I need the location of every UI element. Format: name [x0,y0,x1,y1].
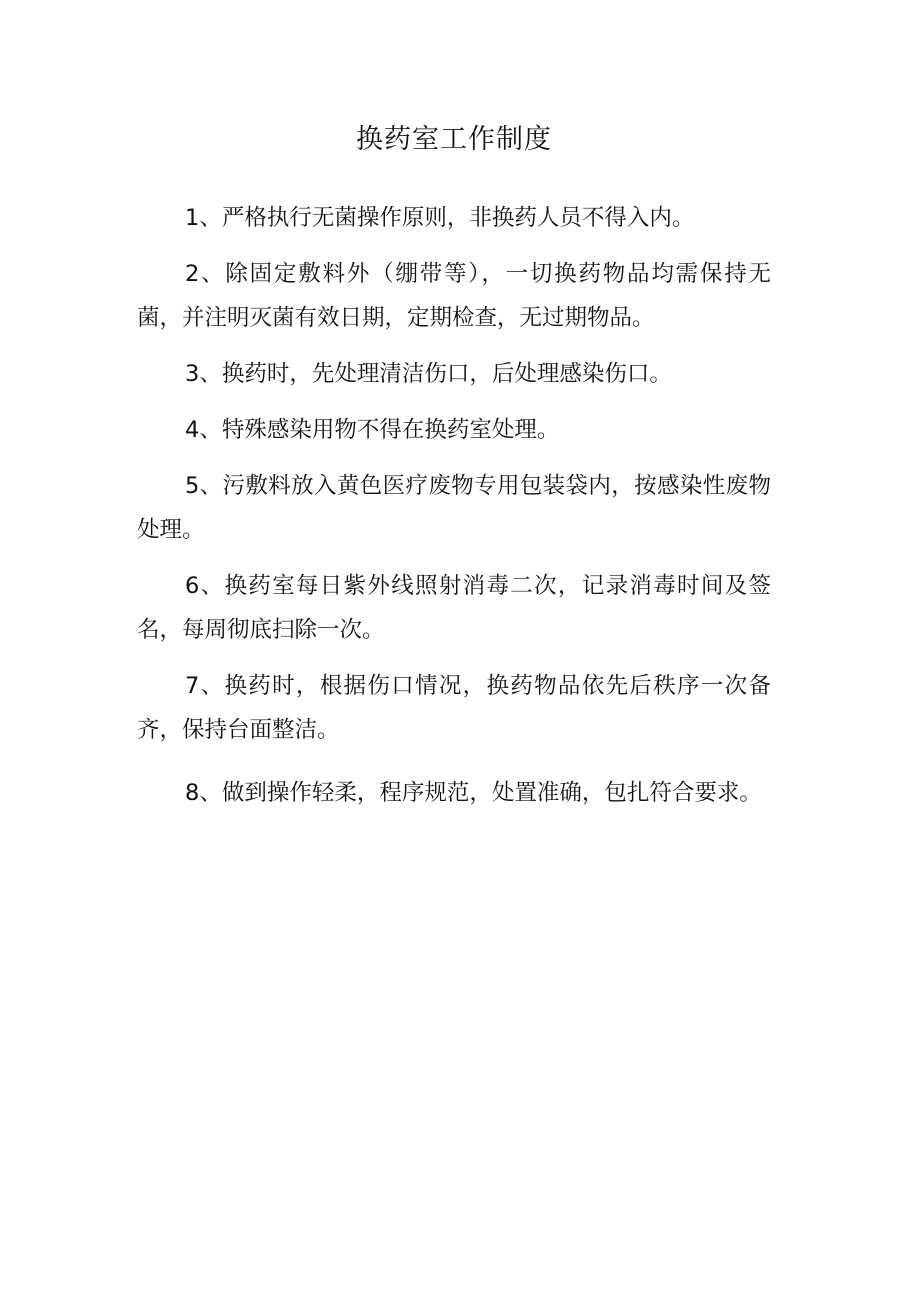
document-title: 换药室工作制度 [356,124,552,155]
rule-item-6: 6、换药室每日紫外线照射消毒二次，记录消毒时间及签名，每周彻底扫除一次。 [137,573,771,643]
rule-item-5: 5、污敷料放入黄色医疗废物专用包装袋内，按感染性废物处理。 [137,473,771,543]
rule-item-2: 2、除固定敷料外（绷带等），一切换药物品均需保持无菌，并注明灭菌有效日期，定期检查，无过期物品。 [137,261,771,331]
rule-item-3: 3、换药时，先处理清洁伤口，后处理感染伤口。 [185,361,672,387]
rule-item-7: 7、换药时，根据伤口情况，换药物品依先后秩序一次备齐，保持台面整洁。 [137,673,771,743]
rule-item-8: 8、做到操作轻柔，程序规范，处置准确，包扎符合要求。 [185,780,762,806]
rule-item-1: 1、严格执行无菌操作原则，非换药人员不得入内。 [185,205,695,231]
rule-item-4: 4、特殊感染用物不得在换药室处理。 [185,417,560,443]
rules-list [137,196,771,834]
